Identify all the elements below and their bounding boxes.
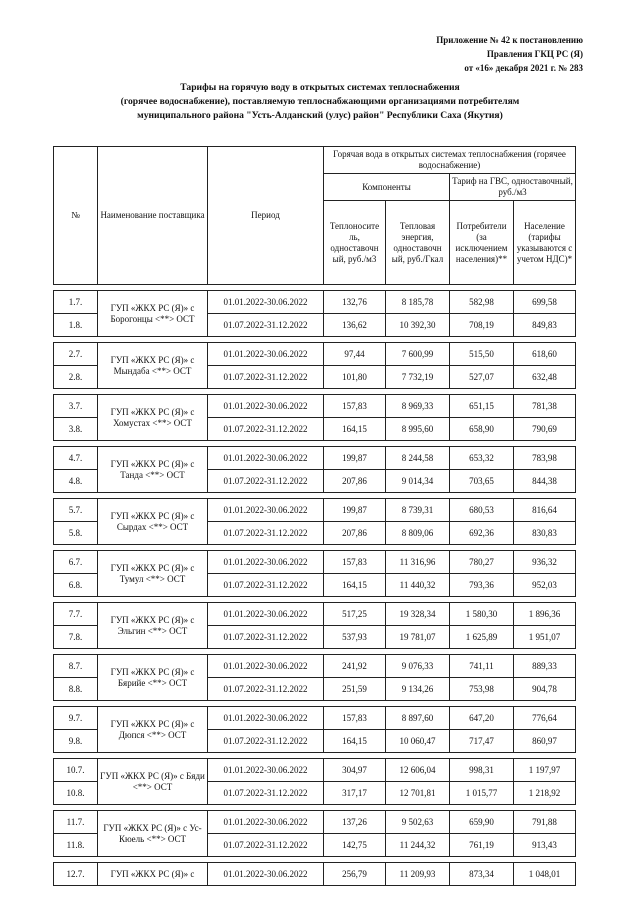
cell-num: 1.7. <box>54 291 98 314</box>
cell-population: 1 896,36 <box>514 603 576 626</box>
cell-period: 01.01.2022-30.06.2022 <box>208 499 324 522</box>
cell-period: 01.07.2022-31.12.2022 <box>208 522 324 545</box>
cell-consumers: 1 580,30 <box>450 603 514 626</box>
cell-num: 5.8. <box>54 522 98 545</box>
cell-supplier: ГУП «ЖКХ РС (Я)» с Хомустах <**> ОСТ <box>98 395 208 441</box>
cell-num: 10.7. <box>54 759 98 782</box>
table-row <box>54 499 576 522</box>
cell-num: 4.8. <box>54 470 98 493</box>
cell-supplier: ГУП «ЖКХ РС (Я)» с Ус-Кюель <**> ОСТ <box>98 811 208 857</box>
cell-energy: 7 600,99 <box>386 343 450 366</box>
cell-coolant: 199,87 <box>324 499 386 522</box>
cell-period: 01.07.2022-31.12.2022 <box>208 470 324 493</box>
cell-coolant: 251,59 <box>324 678 386 701</box>
cell-period: 01.07.2022-31.12.2022 <box>208 366 324 389</box>
table-row <box>54 759 576 782</box>
annex-line-1: Приложение № 42 к постановлению <box>436 35 583 45</box>
cell-consumers: 527,07 <box>450 366 514 389</box>
cell-supplier: ГУП «ЖКХ РС (Я)» с Бяди <**> ОСТ <box>98 759 208 805</box>
header-population: Население (тарифы указываются с учетом НДС)* <box>514 201 576 285</box>
cell-num: 3.8. <box>54 418 98 441</box>
cell-consumers: 741,11 <box>450 655 514 678</box>
cell-energy: 9 014,34 <box>386 470 450 493</box>
cell-supplier: ГУП «ЖКХ РС (Я)» с Дюпся <**> ОСТ <box>98 707 208 753</box>
cell-population: 1 218,92 <box>514 782 576 805</box>
cell-consumers: 998,31 <box>450 759 514 782</box>
cell-num: 9.7. <box>54 707 98 730</box>
table-row <box>54 447 576 470</box>
cell-period: 01.07.2022-31.12.2022 <box>208 730 324 753</box>
cell-coolant: 164,15 <box>324 574 386 597</box>
header-supplier: Наименование поставщика <box>98 147 208 285</box>
cell-num: 5.7. <box>54 499 98 522</box>
cell-energy: 8 897,60 <box>386 707 450 730</box>
cell-num: 4.7. <box>54 447 98 470</box>
cell-coolant: 199,87 <box>324 447 386 470</box>
cell-period: 01.07.2022-31.12.2022 <box>208 574 324 597</box>
table-row <box>54 551 576 574</box>
cell-energy: 9 134,26 <box>386 678 450 701</box>
cell-coolant: 157,83 <box>324 395 386 418</box>
cell-coolant: 517,25 <box>324 603 386 626</box>
cell-population: 699,58 <box>514 291 576 314</box>
cell-population: 889,33 <box>514 655 576 678</box>
cell-supplier: ГУП «ЖКХ РС (Я)» с Тумул <**> ОСТ <box>98 551 208 597</box>
cell-period: 01.01.2022-30.06.2022 <box>208 655 324 678</box>
cell-num: 12.7. <box>54 863 98 886</box>
cell-supplier: ГУП «ЖКХ РС (Я)» с Мындаба <**> ОСТ <box>98 343 208 389</box>
cell-population: 1 951,07 <box>514 626 576 649</box>
cell-population: 936,32 <box>514 551 576 574</box>
cell-num: 6.7. <box>54 551 98 574</box>
title-line-2: (горячее водоснабжение), поставляемую теплоснабжающими организациями потребителям <box>120 96 520 107</box>
cell-coolant: 142,75 <box>324 834 386 857</box>
cell-supplier: ГУП «ЖКХ РС (Я)» с Бярийе <**> ОСТ <box>98 655 208 701</box>
cell-period: 01.01.2022-30.06.2022 <box>208 291 324 314</box>
cell-num: 1.8. <box>54 314 98 337</box>
cell-population: 816,64 <box>514 499 576 522</box>
cell-period: 01.07.2022-31.12.2022 <box>208 678 324 701</box>
document-title <box>40 81 600 123</box>
cell-consumers: 793,36 <box>450 574 514 597</box>
cell-population: 632,48 <box>514 366 576 389</box>
cell-population: 830,83 <box>514 522 576 545</box>
cell-population: 776,64 <box>514 707 576 730</box>
cell-population: 790,69 <box>514 418 576 441</box>
cell-population: 860,97 <box>514 730 576 753</box>
cell-coolant: 101,80 <box>324 366 386 389</box>
cell-consumers: 515,50 <box>450 343 514 366</box>
cell-num: 7.8. <box>54 626 98 649</box>
cell-energy: 12 701,81 <box>386 782 450 805</box>
cell-period: 01.01.2022-30.06.2022 <box>208 603 324 626</box>
title-line-3: муниципального района "Усть-Алданский (улус) район" Республики Саха (Якутия) <box>137 110 503 121</box>
table-row <box>54 395 576 418</box>
cell-period: 01.01.2022-30.06.2022 <box>208 707 324 730</box>
table-row <box>54 863 576 886</box>
cell-coolant: 317,17 <box>324 782 386 805</box>
cell-period: 01.07.2022-31.12.2022 <box>208 418 324 441</box>
cell-coolant: 164,15 <box>324 418 386 441</box>
cell-num: 2.8. <box>54 366 98 389</box>
cell-consumers: 761,19 <box>450 834 514 857</box>
cell-consumers: 647,20 <box>450 707 514 730</box>
cell-consumers: 708,19 <box>450 314 514 337</box>
header-consumers: Потребители (за исключением населения)** <box>450 201 514 285</box>
cell-population: 913,43 <box>514 834 576 857</box>
annex-line-3: от «16» декабря 2021 г. № 283 <box>464 63 583 73</box>
header-num: № <box>54 147 98 285</box>
cell-period: 01.07.2022-31.12.2022 <box>208 782 324 805</box>
cell-energy: 8 185,78 <box>386 291 450 314</box>
cell-coolant: 537,93 <box>324 626 386 649</box>
cell-consumers: 582,98 <box>450 291 514 314</box>
cell-consumers: 1 625,89 <box>450 626 514 649</box>
cell-consumers: 717,47 <box>450 730 514 753</box>
cell-consumers: 873,34 <box>450 863 514 886</box>
cell-period: 01.07.2022-31.12.2022 <box>208 626 324 649</box>
cell-energy: 11 440,32 <box>386 574 450 597</box>
cell-supplier: ГУП «ЖКХ РС (Я)» с <box>98 863 208 886</box>
cell-consumers: 680,53 <box>450 499 514 522</box>
cell-period: 01.01.2022-30.06.2022 <box>208 551 324 574</box>
table-row <box>54 811 576 834</box>
cell-energy: 10 060,47 <box>386 730 450 753</box>
cell-population: 618,60 <box>514 343 576 366</box>
cell-energy: 19 328,34 <box>386 603 450 626</box>
cell-supplier: ГУП «ЖКХ РС (Я)» с Эльгин <**> ОСТ <box>98 603 208 649</box>
cell-num: 10.8. <box>54 782 98 805</box>
table-row <box>54 707 576 730</box>
cell-period: 01.01.2022-30.06.2022 <box>208 759 324 782</box>
cell-consumers: 659,90 <box>450 811 514 834</box>
cell-population: 904,78 <box>514 678 576 701</box>
cell-coolant: 304,97 <box>324 759 386 782</box>
cell-population: 952,03 <box>514 574 576 597</box>
cell-energy: 19 781,07 <box>386 626 450 649</box>
cell-consumers: 753,98 <box>450 678 514 701</box>
cell-supplier: ГУП «ЖКХ РС (Я)» с Сырдах <**> ОСТ <box>98 499 208 545</box>
cell-num: 9.8. <box>54 730 98 753</box>
cell-consumers: 1 015,77 <box>450 782 514 805</box>
annex-line-2: Правления ГКЦ РС (Я) <box>486 49 583 59</box>
cell-num: 11.7. <box>54 811 98 834</box>
cell-num: 11.8. <box>54 834 98 857</box>
cell-period: 01.01.2022-30.06.2022 <box>208 395 324 418</box>
cell-period: 01.01.2022-30.06.2022 <box>208 343 324 366</box>
cell-population: 849,83 <box>514 314 576 337</box>
cell-population: 1 048,01 <box>514 863 576 886</box>
cell-energy: 8 995,60 <box>386 418 450 441</box>
cell-coolant: 207,86 <box>324 522 386 545</box>
table-row <box>54 655 576 678</box>
cell-energy: 11 244,32 <box>386 834 450 857</box>
cell-energy: 8 739,31 <box>386 499 450 522</box>
cell-energy: 9 502,63 <box>386 811 450 834</box>
cell-population: 1 197,97 <box>514 759 576 782</box>
cell-coolant: 207,86 <box>324 470 386 493</box>
cell-energy: 7 732,19 <box>386 366 450 389</box>
title-line-1: Тарифы на горячую воду в открытых системах теплоснабжения <box>180 82 460 93</box>
cell-num: 8.7. <box>54 655 98 678</box>
cell-energy: 8 809,06 <box>386 522 450 545</box>
cell-period: 01.01.2022-30.06.2022 <box>208 811 324 834</box>
header-period: Период <box>208 147 324 285</box>
cell-consumers: 653,32 <box>450 447 514 470</box>
cell-coolant: 157,83 <box>324 707 386 730</box>
tariff-table <box>53 146 576 886</box>
cell-energy: 11 316,96 <box>386 551 450 574</box>
cell-period: 01.01.2022-30.06.2022 <box>208 863 324 886</box>
cell-supplier: ГУП «ЖКХ РС (Я)» с Борогонцы <**> ОСТ <box>98 291 208 337</box>
table-row <box>54 603 576 626</box>
cell-num: 3.7. <box>54 395 98 418</box>
cell-num: 2.7. <box>54 343 98 366</box>
cell-energy: 11 209,93 <box>386 863 450 886</box>
cell-period: 01.01.2022-30.06.2022 <box>208 447 324 470</box>
annex-block <box>436 33 583 75</box>
cell-supplier: ГУП «ЖКХ РС (Я)» с Танда <**> ОСТ <box>98 447 208 493</box>
header-coolant: Теплоносите ль, одноставочн ый, руб./м3 <box>324 201 386 285</box>
cell-energy: 12 606,04 <box>386 759 450 782</box>
cell-energy: 8 244,58 <box>386 447 450 470</box>
cell-population: 844,38 <box>514 470 576 493</box>
cell-consumers: 780,27 <box>450 551 514 574</box>
cell-coolant: 157,83 <box>324 551 386 574</box>
cell-num: 7.7. <box>54 603 98 626</box>
cell-consumers: 658,90 <box>450 418 514 441</box>
cell-energy: 9 076,33 <box>386 655 450 678</box>
cell-coolant: 136,62 <box>324 314 386 337</box>
cell-num: 6.8. <box>54 574 98 597</box>
cell-consumers: 703,65 <box>450 470 514 493</box>
cell-period: 01.07.2022-31.12.2022 <box>208 834 324 857</box>
table-row <box>54 291 576 314</box>
cell-population: 791,88 <box>514 811 576 834</box>
cell-energy: 10 392,30 <box>386 314 450 337</box>
cell-consumers: 651,15 <box>450 395 514 418</box>
cell-consumers: 692,36 <box>450 522 514 545</box>
cell-period: 01.07.2022-31.12.2022 <box>208 314 324 337</box>
table-row <box>54 343 576 366</box>
cell-coolant: 164,15 <box>324 730 386 753</box>
cell-coolant: 97,44 <box>324 343 386 366</box>
cell-coolant: 241,92 <box>324 655 386 678</box>
cell-population: 783,98 <box>514 447 576 470</box>
cell-coolant: 132,76 <box>324 291 386 314</box>
cell-population: 781,38 <box>514 395 576 418</box>
header-components: Компоненты <box>324 174 450 201</box>
table-body <box>54 285 576 886</box>
cell-coolant: 137,26 <box>324 811 386 834</box>
header-tariff: Тариф на ГВС, одноставочный, руб./м3 <box>450 174 576 201</box>
header-energy: Тепловая энергия, одноставочн ый, руб./Гкал <box>386 201 450 285</box>
cell-energy: 8 969,33 <box>386 395 450 418</box>
header-group: Горячая вода в открытых системах теплоснабжения (горячее водоснабжение) <box>324 147 576 174</box>
cell-num: 8.8. <box>54 678 98 701</box>
cell-coolant: 256,79 <box>324 863 386 886</box>
